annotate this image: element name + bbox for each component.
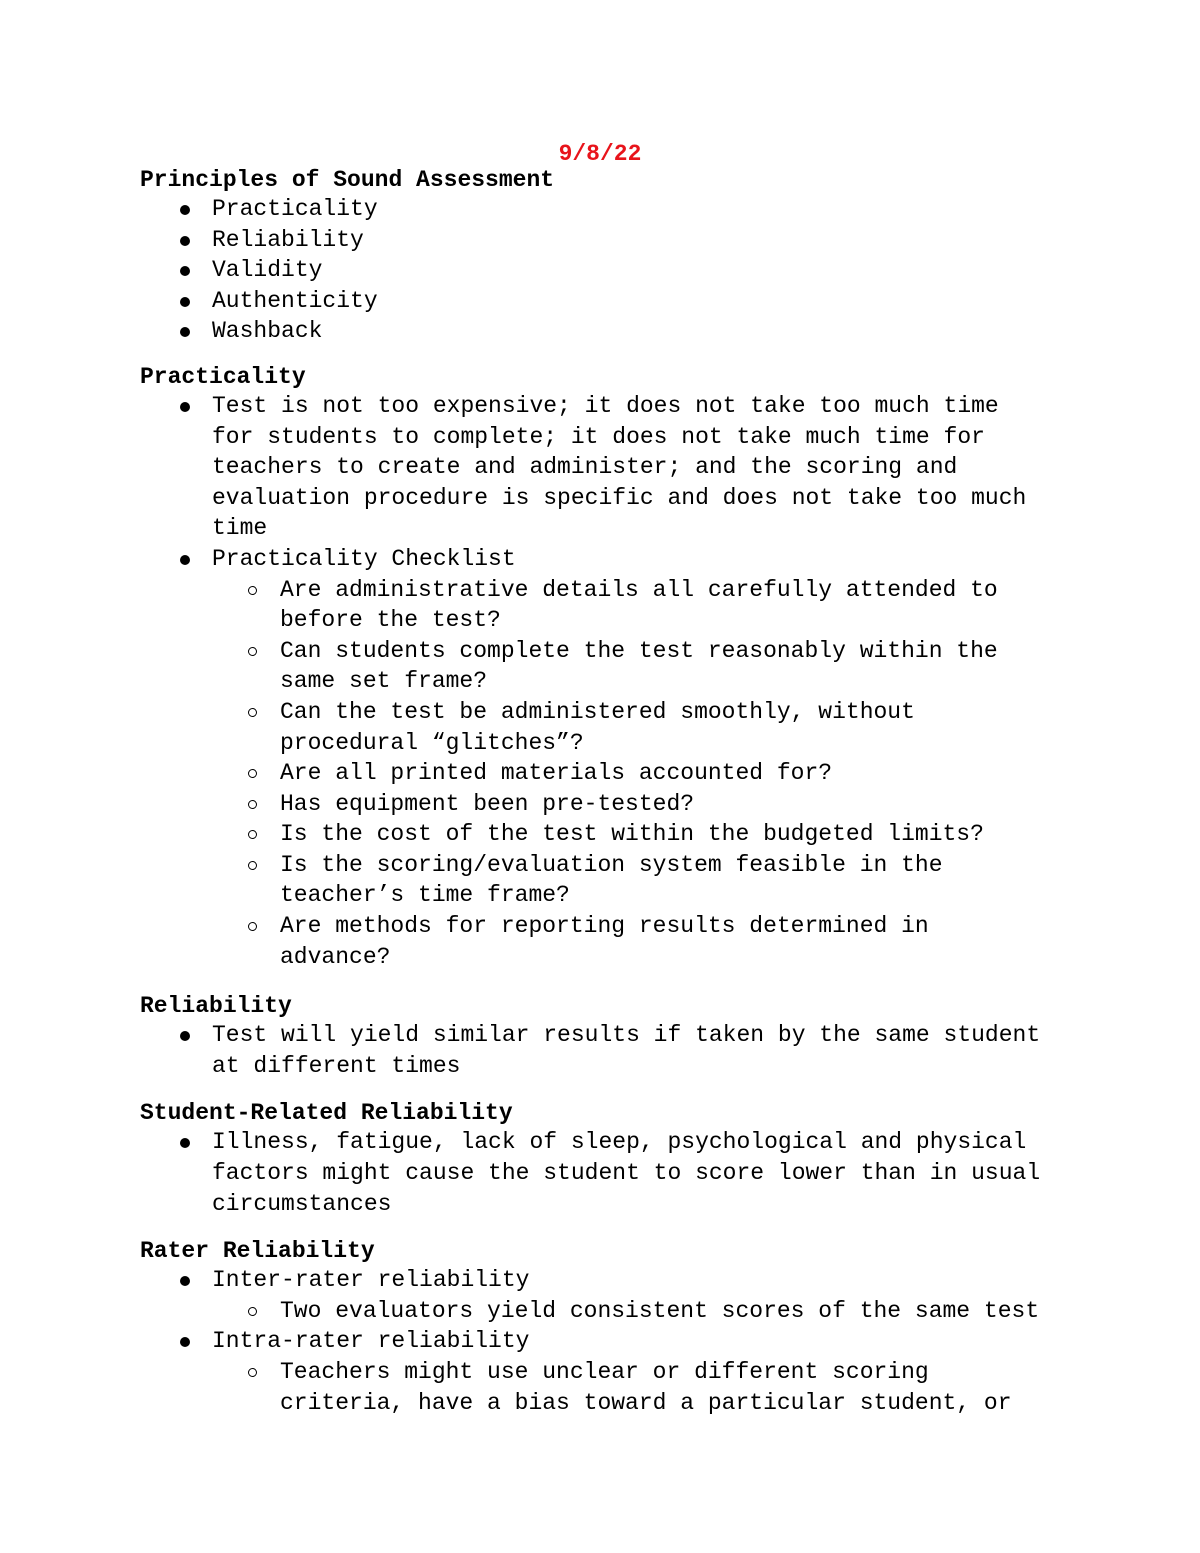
- student-related-list: [140, 1127, 1080, 1219]
- heading-practicality: Practicality: [140, 363, 306, 390]
- hollow-bullet-icon: [248, 1307, 257, 1316]
- bullet-icon: [180, 205, 190, 215]
- inter-rater-sublist: [210, 1296, 1080, 1327]
- list-item: Reliability: [140, 225, 1080, 256]
- bullet-icon: [180, 266, 190, 276]
- principles-list: [140, 194, 1080, 347]
- document-date: 9/8/22: [558, 141, 642, 167]
- list-item: Inter-rater reliability Two evaluators yield consistent scores of the same test: [140, 1265, 1080, 1326]
- list-item: Practicality Checklist Are administrative details all carefully attended to before the test? Can students complete the test reasonably within the same set frame? Can the test be administered smoothly, without procedural “glitches”? Are all printed materials accounted for? Has equipment been pre-tested? Is the cost of the test within the budgeted limits? Is the scoring/evaluation system feasible in the teacher’s time frame? Are methods for reporting results determined in advance?: [140, 544, 1080, 972]
- bullet-icon: [180, 1031, 190, 1041]
- heading-reliability: Reliability: [140, 993, 292, 1020]
- bullet-icon: [180, 1337, 190, 1347]
- checklist-item: Are methods for reporting results determined in advance?: [210, 911, 1080, 972]
- hollow-bullet-icon: [248, 800, 257, 809]
- hollow-bullet-icon: [248, 647, 257, 656]
- bullet-icon: [180, 327, 190, 337]
- document-body: [140, 166, 1080, 1418]
- practicality-checklist: [210, 575, 1080, 973]
- hollow-bullet-icon: [248, 769, 257, 778]
- bullet-icon: [180, 1138, 190, 1148]
- bullet-icon: [180, 236, 190, 246]
- reliability-list: [140, 1020, 1080, 1081]
- bullet-icon: [180, 297, 190, 307]
- rater-list: [140, 1265, 1080, 1418]
- bullet-icon: [180, 402, 190, 412]
- checklist-item: Has equipment been pre-tested?: [210, 789, 1080, 820]
- heading-student-related-reliability: Student-Related Reliability: [140, 1100, 513, 1127]
- bullet-icon: [180, 555, 190, 565]
- hollow-bullet-icon: [248, 830, 257, 839]
- checklist-item: Are all printed materials accounted for?: [210, 758, 1080, 789]
- list-item: Validity: [140, 255, 1080, 286]
- checklist-item: Can the test be administered smoothly, without procedural “glitches”?: [210, 697, 1080, 758]
- hollow-bullet-icon: [248, 922, 257, 931]
- hollow-bullet-icon: [248, 708, 257, 717]
- checklist-item: Can students complete the test reasonably within the same set frame?: [210, 636, 1080, 697]
- checklist-item: Is the scoring/evaluation system feasible in the teacher’s time frame?: [210, 850, 1080, 911]
- checklist-item: Two evaluators yield consistent scores of the same test: [210, 1296, 1080, 1327]
- list-item: Practicality: [140, 194, 1080, 225]
- intra-rater-sublist: [210, 1357, 1080, 1418]
- list-item: Illness, fatigue, lack of sleep, psychological and physical factors might cause the student to score lower than in usual circumstances: [140, 1127, 1080, 1219]
- heading-rater-reliability: Rater Reliability: [140, 1238, 375, 1265]
- list-item: Intra-rater reliability Teachers might use unclear or different scoring criteria, have a bias toward a particular student, or: [140, 1326, 1080, 1418]
- list-item: Test is not too expensive; it does not take too much time for students to complete; it does not take much time for teachers to create and administer; and the scoring and evaluation procedure is specific and does not take too much time: [140, 391, 1080, 544]
- checklist-item: Is the cost of the test within the budgeted limits?: [210, 819, 1080, 850]
- bullet-icon: [180, 1276, 190, 1286]
- checklist-item: Are administrative details all carefully attended to before the test?: [210, 575, 1080, 636]
- practicality-list: [140, 391, 1080, 972]
- hollow-bullet-icon: [248, 1368, 257, 1377]
- heading-principles: Principles of Sound Assessment: [140, 167, 555, 193]
- hollow-bullet-icon: [248, 586, 257, 595]
- list-item: Test will yield similar results if taken by the same student at different times: [140, 1020, 1080, 1081]
- list-item: Washback: [140, 316, 1080, 347]
- checklist-item: Teachers might use unclear or different scoring criteria, have a bias toward a particular student, or: [210, 1357, 1080, 1418]
- list-item: Authenticity: [140, 286, 1080, 317]
- hollow-bullet-icon: [248, 861, 257, 870]
